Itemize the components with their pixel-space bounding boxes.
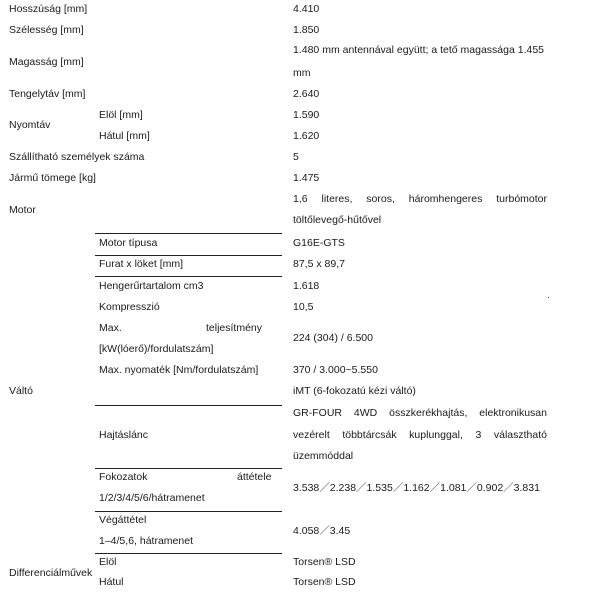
track-rear-value: 1.620 (293, 130, 320, 142)
displacement-value: 1.618 (293, 280, 320, 292)
engine-type-label: Motor típusa (99, 237, 158, 249)
table-rule (95, 405, 282, 406)
engine-value-line2: töltőlevegő-hűtővel (293, 214, 382, 226)
max-power-label-b: teljesítmény (206, 322, 263, 334)
transmission-value: iMT (6-fokozatú kézi váltó) (293, 385, 416, 397)
track-front-label: Elöl [mm] (99, 109, 143, 121)
compression-label: Kompresszió (99, 301, 160, 313)
length-value: 4.410 (293, 3, 320, 15)
displacement-label: Hengerűrtartalom cm3 (99, 280, 204, 292)
max-power-label-line2: [kW(lóerő)/fordulatszám] (99, 343, 214, 355)
drivetrain-value-line1: GR-FOUR 4WD összkerékhajtás, elektronikusan (293, 407, 547, 419)
passengers-value: 5 (293, 151, 299, 163)
height-label: Magasság [mm] (9, 56, 84, 68)
final-drive-label-line2: 1–4/5,6, hátramenet (99, 535, 193, 547)
wheelbase-value: 2.640 (293, 88, 320, 100)
track-front-value: 1.590 (293, 109, 320, 121)
gear-ratios-label-line2: 1/2/3/4/5/6/hátramenet (99, 492, 205, 504)
max-power-value: 224 (304) / 6.500 (293, 332, 373, 344)
wheelbase-label: Tengelytáv [mm] (9, 88, 86, 100)
diff-rear-label: Hátul (99, 576, 124, 588)
differentials-label: Differenciálművek (9, 567, 93, 579)
diff-rear-value: Torsen® LSD (293, 576, 356, 588)
max-torque-value: 370 / 3.000~5.550 (293, 364, 378, 376)
final-drive-label-line1: Végáttétel (99, 514, 147, 526)
weight-label: Jármű tömege [kg] (9, 172, 96, 184)
width-value: 1.850 (293, 24, 320, 36)
weight-value: 1.475 (293, 172, 320, 184)
bore-stroke-value: 87,5 x 89,7 (293, 258, 345, 270)
gear-ratios-label-b: áttétele (237, 471, 272, 483)
gear-ratios-label-a: Fokozatok (99, 471, 148, 483)
track-label: Nyomtáv (9, 119, 51, 131)
max-power-label-a: Max. (99, 322, 122, 334)
gear-ratios-value: 3.538／2.238／1.535／1.162／1.081／0.902／3.831 (293, 482, 540, 494)
engine-value-line1: 1,6 literes, soros, háromhengeres turbómotor (293, 193, 547, 205)
diff-front-value: Torsen® LSD (293, 556, 356, 568)
drivetrain-value-line3: üzemmóddal (293, 450, 354, 462)
max-torque-label: Max. nyomaték [Nm/fordulatszám] (99, 364, 259, 376)
table-rule (95, 553, 282, 554)
drivetrain-value-line2: vezérelt többtárcsák kuplunggal, 3 választható (293, 429, 547, 441)
width-label: Szélesség [mm] (9, 24, 84, 36)
engine-label: Motor (9, 204, 36, 216)
transmission-label: Váltó (9, 385, 33, 397)
height-value-line2: mm (293, 67, 311, 79)
compression-value: 10,5 (293, 301, 314, 313)
drivetrain-label: Hajtáslánc (99, 429, 149, 441)
length-label: Hosszúság [mm] (9, 3, 88, 15)
height-value-line1: 1.480 mm antennával együtt; a tető magassága 1.455 (293, 44, 545, 56)
stray-dot (548, 297, 549, 298)
final-drive-value: 4.058／3.45 (293, 525, 351, 537)
bore-stroke-label: Furat x löket [mm] (99, 258, 184, 270)
diff-front-label: Elöl (99, 556, 117, 568)
track-rear-label: Hátul [mm] (99, 130, 150, 142)
engine-type-value: G16E-GTS (293, 237, 345, 249)
passengers-label: Szállítható személyek száma (9, 151, 145, 163)
